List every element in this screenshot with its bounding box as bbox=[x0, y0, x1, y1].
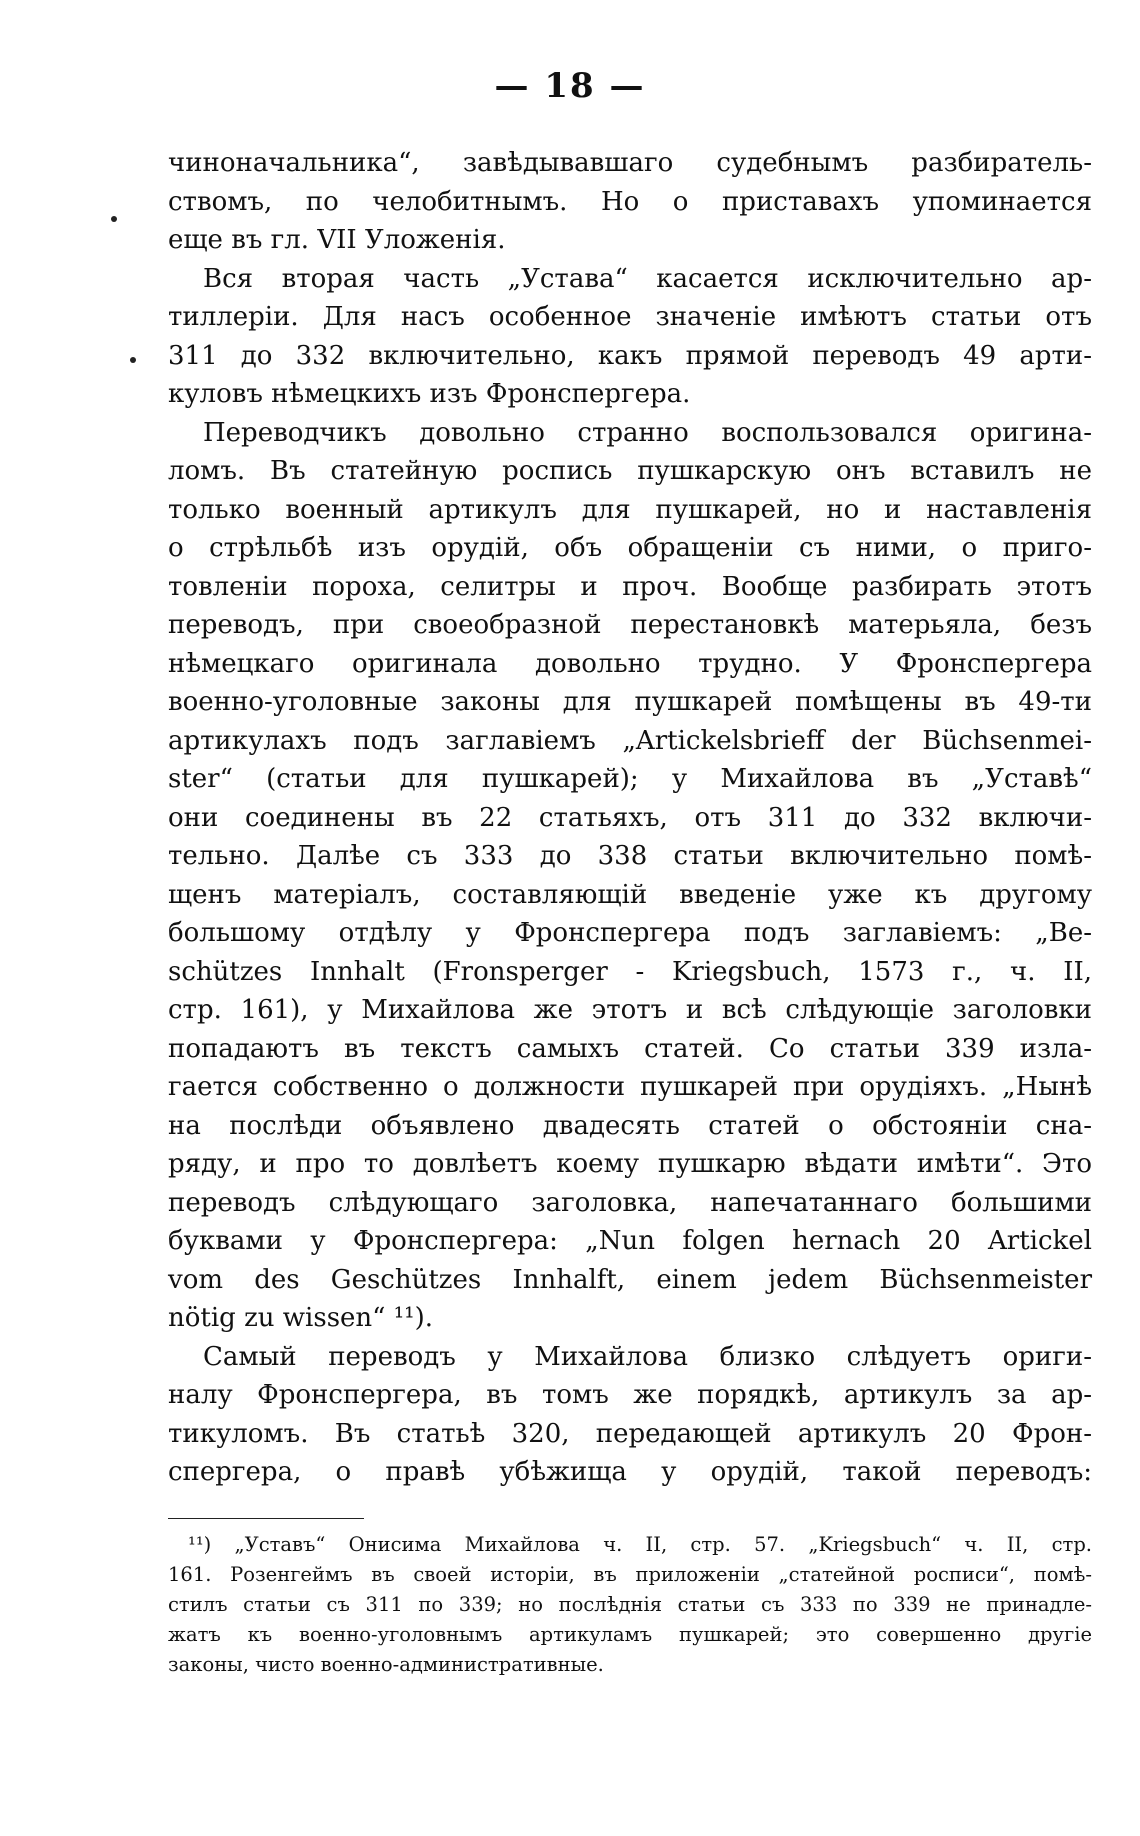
footnote-line: 161. Розенгеймъ въ своей исторіи, въ приложеніи „статейной росписи“, помѣ- bbox=[168, 1563, 1092, 1586]
text-line: стр. 161), у Михайлова же этотъ и всѣ слѣдующіе заголовки bbox=[168, 995, 1092, 1025]
footnote-divider bbox=[168, 1518, 364, 1519]
text-line: буквами у Фронспергера: „Nun folgen hernach 20 Artickel bbox=[168, 1226, 1092, 1256]
text-line: еще въ гл. VII Уложенія. bbox=[168, 225, 506, 255]
text-line: schützes Innhalt (Fronsperger - Kriegsbuch, 1573 г., ч. II, bbox=[168, 956, 1092, 987]
text-line: военно-уголовные законы для пушкарей помѣщены въ 49-ти bbox=[168, 687, 1092, 717]
footnote-line: законы, чисто военно-административные. bbox=[168, 1653, 604, 1676]
page-number: — 18 — bbox=[494, 66, 646, 106]
text-line: чиноначальника“, завѣдывавшаго судебнымъ разбиратель- bbox=[168, 148, 1092, 178]
text-line: ствомъ, по челобитнымъ. Но о приставахъ упоминается bbox=[168, 186, 1092, 217]
text-line: ряду, и про то довлѣетъ коему пушкарю вѣдати имѣти“. Это bbox=[168, 1149, 1092, 1179]
text-line: тиллеріи. Для насъ особенное значеніе имѣютъ статьи отъ bbox=[168, 302, 1092, 332]
text-line: нѣмецкаго оригинала довольно трудно. У Фронспергера bbox=[168, 648, 1092, 679]
text-line: 311 до 332 включительно, какъ прямой переводъ 49 арти- bbox=[168, 340, 1092, 371]
text-line: vom des Geschützes Innhalft, einem jedem Büchsenmeister bbox=[168, 1264, 1092, 1295]
text-line: тельно. Далѣе съ 333 до 338 статьи включительно помѣ- bbox=[168, 841, 1092, 871]
text-line: Переводчикъ довольно странно воспользовался оригина- bbox=[203, 417, 1092, 448]
text-line: куловъ нѣмецкихъ изъ Фронспергера. bbox=[168, 379, 691, 409]
text-line: попадаютъ въ текстъ самыхъ статей. Со статьи 339 изла- bbox=[168, 1033, 1092, 1064]
text-line: гается собственно о должности пушкарей при орудіяхъ. „Нынѣ bbox=[168, 1072, 1092, 1102]
margin-mark bbox=[130, 357, 136, 363]
text-line: переводъ слѣдующаго заголовка, напечатаннаго большими bbox=[168, 1187, 1092, 1218]
text-line: переводъ, при своеобразной перестановкѣ матерьяла, безъ bbox=[168, 610, 1092, 640]
text-line: артикулахъ подъ заглавіемъ „Artickelsbrieff der Büchsenmei- bbox=[168, 725, 1092, 756]
margin-mark bbox=[111, 216, 117, 222]
text-line: ster“ (статьи для пушкарей); у Михайлова въ „Уставѣ“ bbox=[168, 764, 1092, 794]
text-line: товленіи пороха, селитры и проч. Вообще разбирать этотъ bbox=[168, 571, 1092, 602]
text-line: щенъ матеріалъ, составляющій введеніе уже къ другому bbox=[168, 879, 1092, 910]
text-line: тикуломъ. Въ статьѣ 320, передающей артикулъ 20 Фрон- bbox=[168, 1418, 1092, 1449]
text-line: на послѣди объявлено двадесять статей о обстояніи сна- bbox=[168, 1110, 1092, 1141]
text-line: спергера, о правѣ убѣжища у орудій, такой переводъ: bbox=[168, 1457, 1092, 1487]
text-line: большому отдѣлу у Фронспергера подъ заглавіемъ: „Be- bbox=[168, 918, 1092, 948]
text-line: они соединены въ 22 статьяхъ, отъ 311 до 332 включи- bbox=[168, 802, 1092, 833]
text-line: nötig zu wissen“ ¹¹). bbox=[168, 1303, 433, 1333]
text-line: только военный артикулъ для пушкарей, но и наставленія bbox=[168, 494, 1092, 525]
footnote-line: жатъ къ военно-уголовнымъ артикуламъ пушкарей; это совершенно другіе bbox=[168, 1623, 1092, 1646]
body-text bbox=[168, 144, 1092, 1492]
text-line: о стрѣльбѣ изъ орудій, объ обращеніи съ ними, о приго- bbox=[168, 533, 1092, 563]
footnote-line: ¹¹) „Уставъ“ Онисима Михайлова ч. II, стр. 57. „Kriegsbuch“ ч. II, стр. bbox=[188, 1533, 1092, 1556]
text-line: Самый переводъ у Михайлова близко слѣдуетъ ориги- bbox=[203, 1341, 1092, 1372]
text-line: налу Фронспергера, въ томъ же порядкѣ, артикулъ за ар- bbox=[168, 1380, 1092, 1410]
text-line: ломъ. Въ статейную роспись пушкарскую онъ вставилъ не bbox=[168, 456, 1092, 486]
text-line: Вся вторая часть „Устава“ касается исключительно ар- bbox=[203, 263, 1092, 294]
footnote bbox=[168, 1530, 1092, 1680]
footnote-line: стилъ статьи съ 311 по 339; но послѣднія статьи съ 333 по 339 не принадле- bbox=[168, 1593, 1092, 1616]
